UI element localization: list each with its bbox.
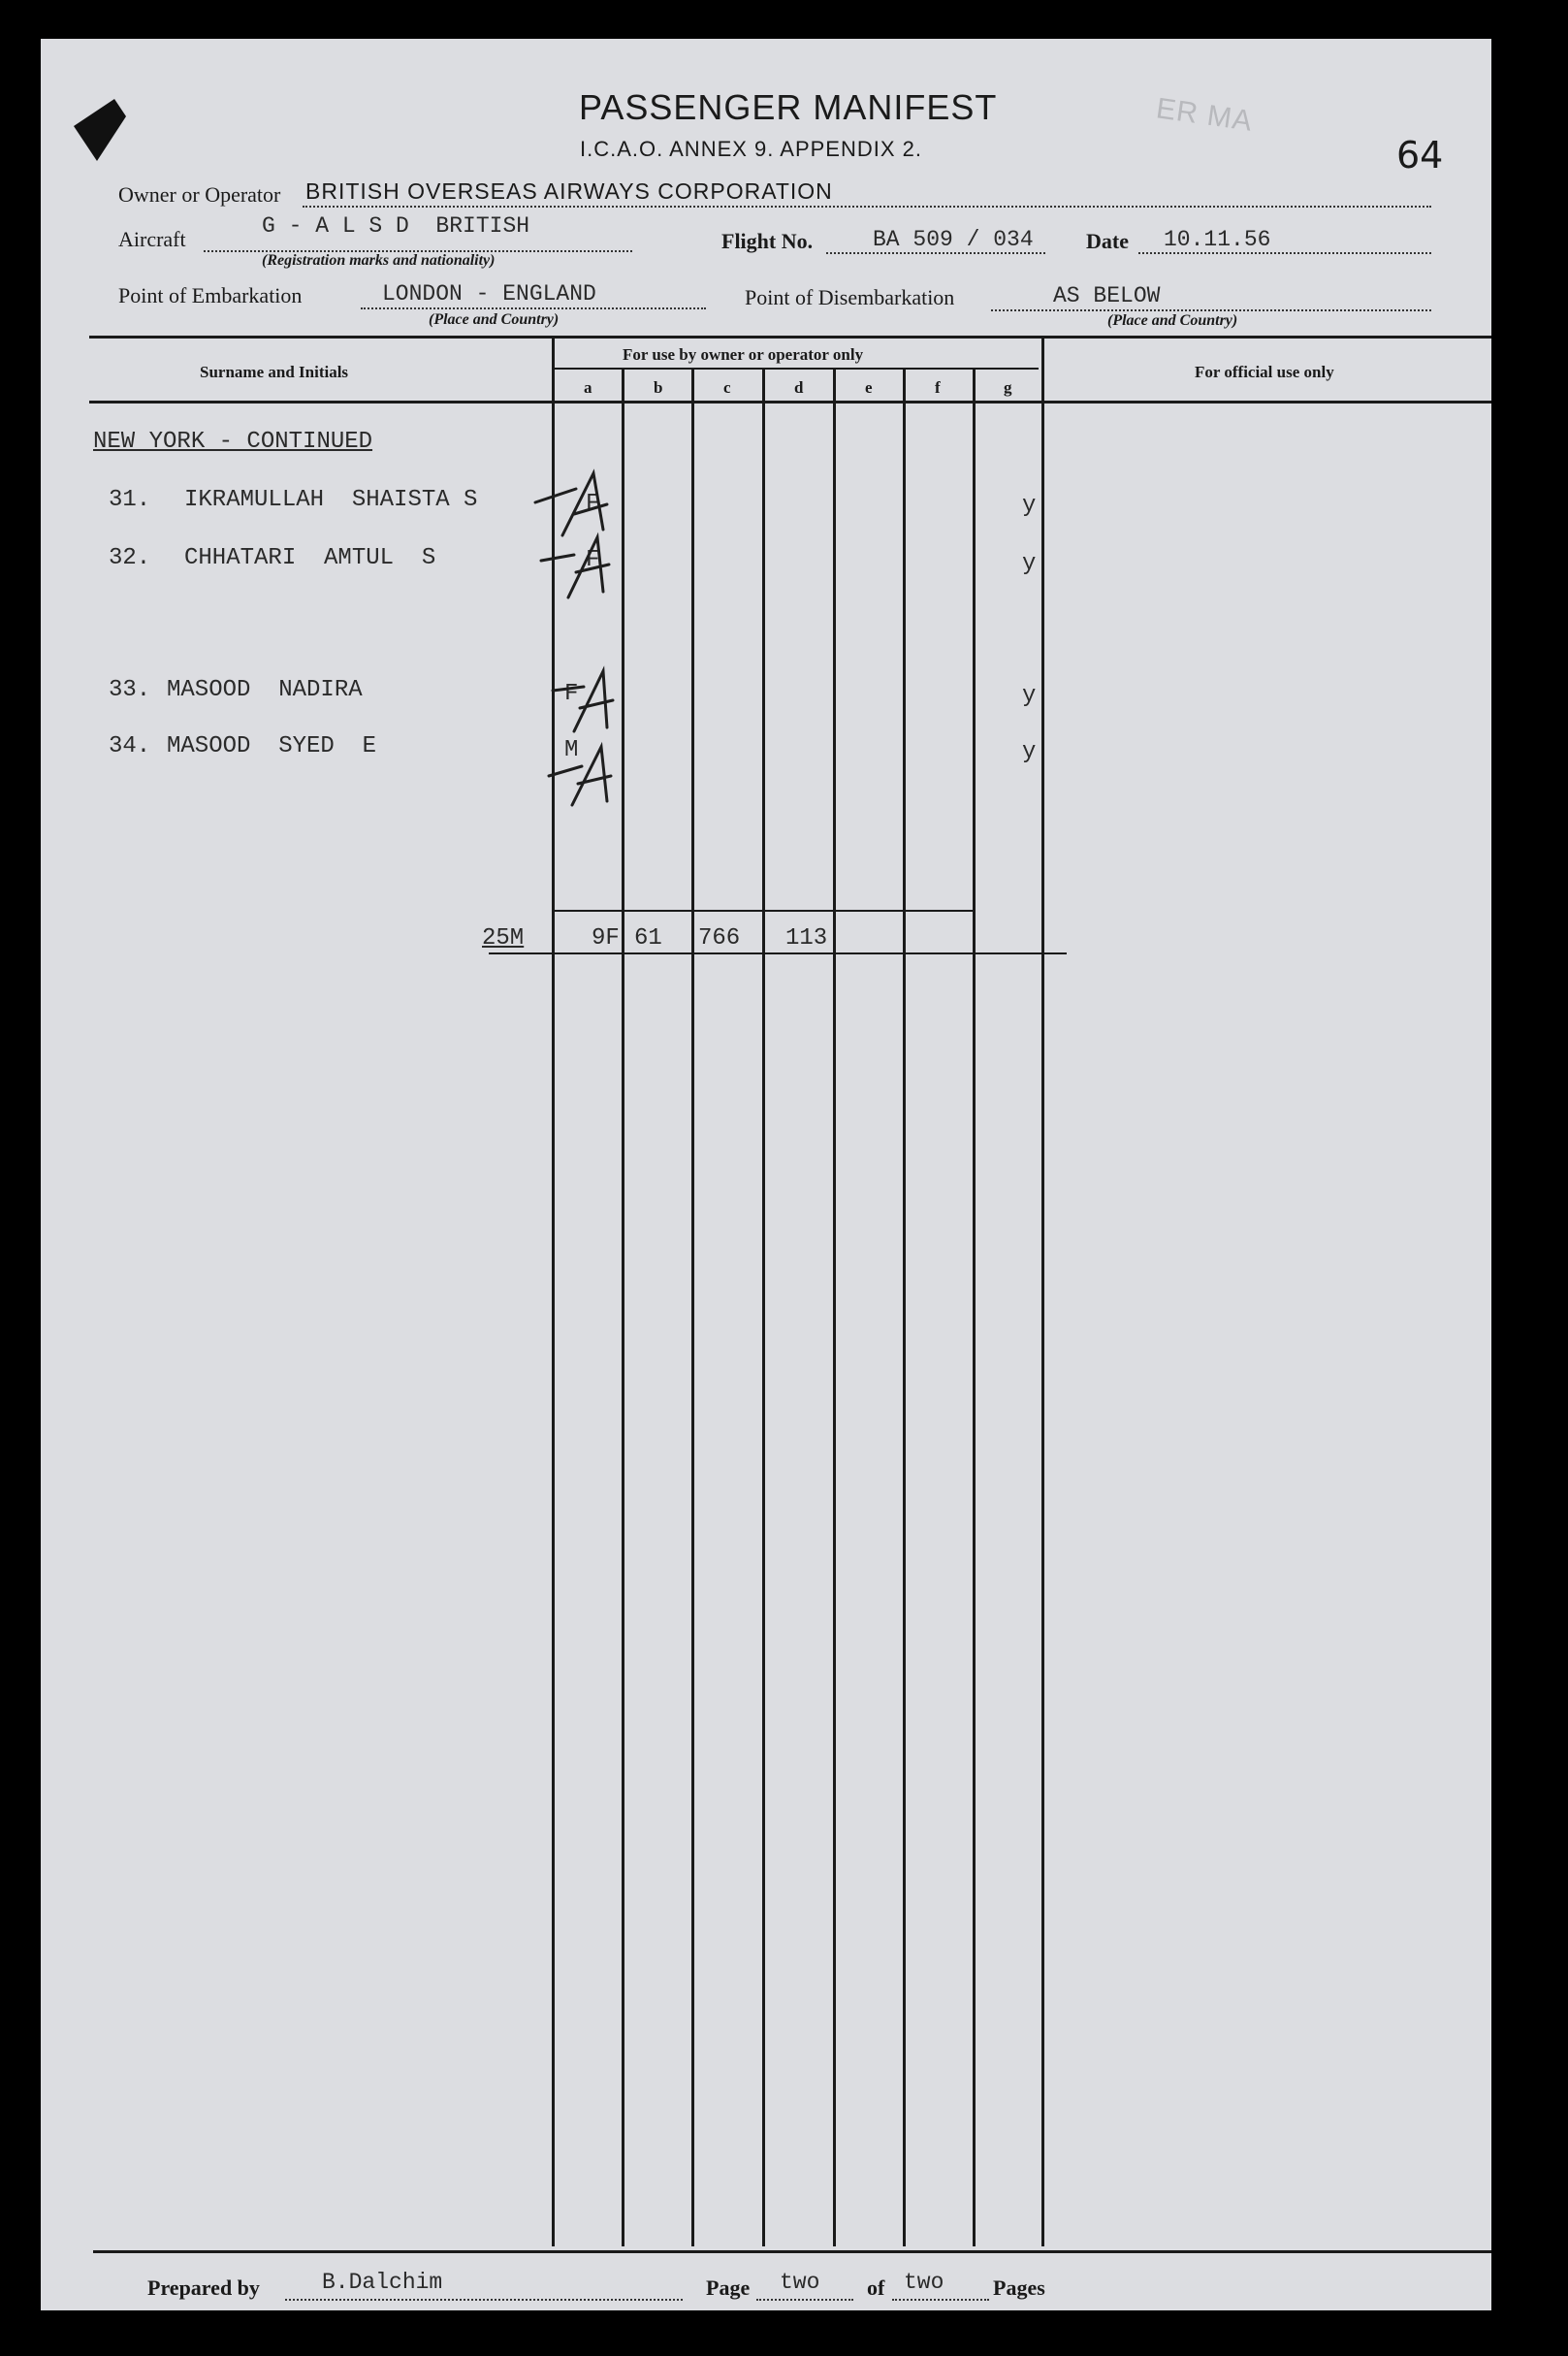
col-divider-official <box>1041 336 1044 2246</box>
col-d-header: d <box>794 378 804 397</box>
row-number: 31. <box>109 487 151 513</box>
col-g-value: y <box>1022 739 1037 765</box>
surname-header: Surname and Initials <box>200 363 349 381</box>
col-a-value: F <box>586 547 600 573</box>
page-label: Page <box>706 2275 751 2300</box>
col-g-value: y <box>1022 683 1037 709</box>
row-number: 32. <box>109 545 151 571</box>
flight-label: Flight No. <box>721 229 814 253</box>
prepared-dotted-line <box>285 2299 683 2301</box>
owner-dotted-line <box>303 206 1431 208</box>
aircraft-value: G - A L S D BRITISH <box>262 213 530 239</box>
passenger-name: MASOOD SYED E <box>167 733 377 759</box>
totals-col-c: 766 <box>698 925 741 952</box>
page-number-handwritten: 64 <box>1396 134 1444 177</box>
totals-col-b: 61 <box>634 925 662 952</box>
col-a-value: F <box>586 491 600 517</box>
of-value: two <box>904 2270 944 2295</box>
passenger-name: CHHATARI AMTUL S <box>184 545 436 571</box>
owner-value: BRITISH OVERSEAS AIRWAYS CORPORATION <box>305 178 833 204</box>
col-c-header: c <box>723 378 731 397</box>
flight-value: BA 509 / 034 <box>873 227 1034 252</box>
disembarkation-caption: (Place and Country) <box>1107 312 1238 329</box>
col-b-header: b <box>654 378 663 397</box>
aircraft-caption: (Registration marks and nationality) <box>262 252 496 269</box>
pages-label: Pages <box>993 2275 1045 2300</box>
table-top-rule <box>89 336 1491 339</box>
totals-col-a: 9F <box>592 925 620 952</box>
embarkation-label: Point of Embarkation <box>118 283 303 307</box>
aircraft-label: Aircraft <box>118 227 186 251</box>
col-g-header: g <box>1004 378 1012 397</box>
embarkation-caption: (Place and Country) <box>429 311 560 328</box>
col-f-header: f <box>935 378 941 397</box>
owner-label: Owner or Operator <box>118 182 281 207</box>
passenger-name: MASOOD NADIRA <box>167 677 363 703</box>
totals-bottom-rule <box>489 952 1067 954</box>
section-heading: NEW YORK - CONTINUED <box>93 429 373 455</box>
faint-stamp: ER MA <box>1154 92 1255 138</box>
date-value: 10.11.56 <box>1164 227 1271 252</box>
owner-use-header: For use by owner or operator only <box>623 345 864 364</box>
document-title: PASSENGER MANIFEST <box>579 87 998 127</box>
totals-label: 25M <box>482 925 525 952</box>
flight-dotted-line <box>826 252 1045 254</box>
torn-corner-mark <box>68 97 136 165</box>
of-dotted-line <box>892 2299 989 2301</box>
col-e-header: e <box>865 378 873 397</box>
footer-rule <box>93 2250 1491 2253</box>
totals-col-d: 113 <box>785 925 828 952</box>
owner-use-rule <box>553 368 1039 370</box>
col-a-header: a <box>584 378 592 397</box>
passenger-name: IKRAMULLAH SHAISTA S <box>184 487 478 513</box>
col-divider-c <box>691 369 694 2246</box>
totals-top-rule <box>555 910 974 912</box>
embarkation-dotted-line <box>361 307 706 309</box>
date-label: Date <box>1086 229 1129 253</box>
prepared-label: Prepared by <box>147 2275 260 2300</box>
manifest-sheet <box>41 39 1491 2310</box>
handwritten-check-marks <box>506 446 661 834</box>
of-label: of <box>867 2275 885 2300</box>
table-header-rule <box>89 401 1491 403</box>
disembarkation-value: AS BELOW <box>1053 283 1161 308</box>
col-g-value: y <box>1022 493 1037 519</box>
embarkation-value: LONDON - ENGLAND <box>382 281 596 307</box>
col-divider-g <box>973 369 976 2246</box>
disembarkation-label: Point of Disembarkation <box>745 285 955 309</box>
official-use-header: For official use only <box>1195 363 1334 381</box>
col-g-value: y <box>1022 551 1037 577</box>
col-a-value: F <box>564 681 579 707</box>
col-a-value: M <box>564 737 579 763</box>
document-subtitle: I.C.A.O. ANNEX 9. APPENDIX 2. <box>580 137 923 161</box>
row-number: 33. <box>109 677 151 703</box>
col-divider-f <box>903 369 906 2246</box>
col-divider-d <box>762 369 765 2246</box>
row-number: 34. <box>109 733 151 759</box>
disembarkation-dotted-line <box>991 309 1431 311</box>
date-dotted-line <box>1138 252 1431 254</box>
prepared-value: B.Dalchim <box>322 2270 443 2295</box>
page-value: two <box>780 2270 820 2295</box>
col-divider-e <box>833 369 836 2246</box>
page-dotted-line <box>756 2299 853 2301</box>
